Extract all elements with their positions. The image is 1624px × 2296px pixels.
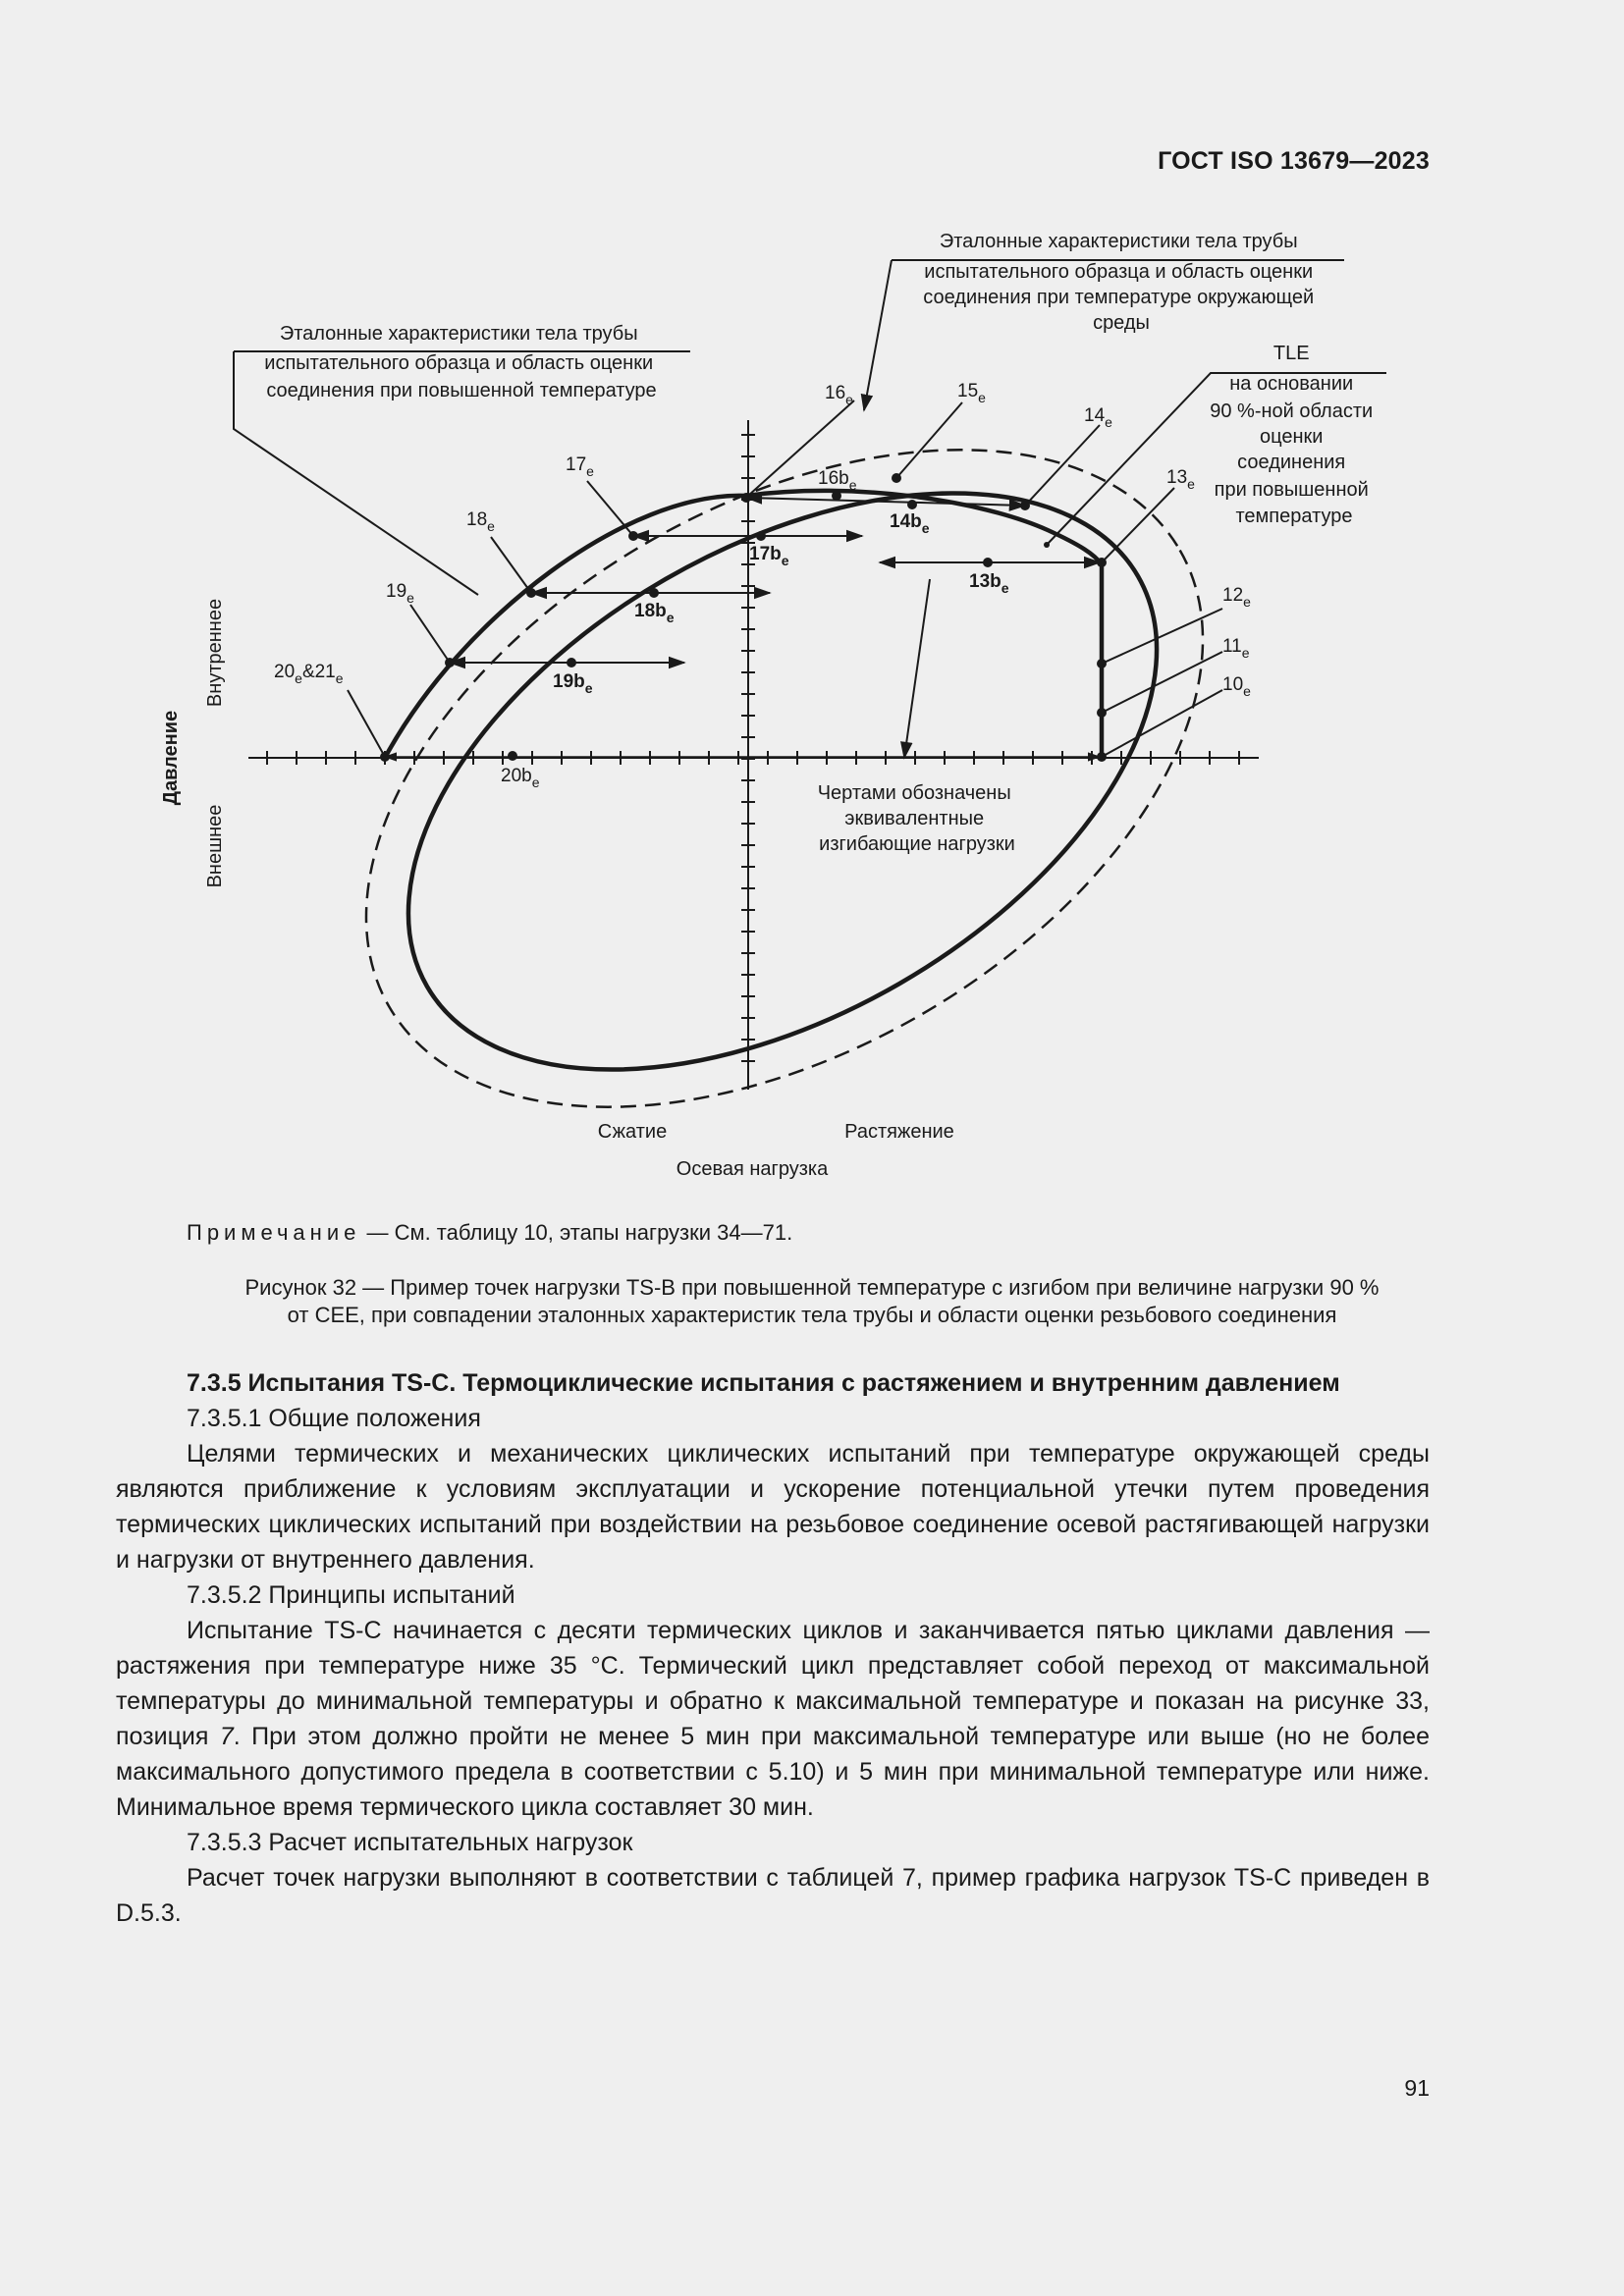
subsection-7-3-5-2-text: Испытание TS-C начинается с десяти термических циклов и заканчивается пятью циклами давления — растяжения при температуре ниже 35 °C. Термический цикл представляет собой переход от максимальной температуры до минимальной температуры и обратно к максимальной температуре и показан на рисунке 33, позиция 7. При этом должно пройти не менее 5 мин при максимальной температуре или выше (но не более максимального допустимого предела в соответствии с 5.10) и 5 мин при минимальной температуре или ниже. Минимальное время термического цикла составляет 30 мин. <box>116 1617 1430 1821</box>
y-axis-title: Давление <box>160 710 182 806</box>
figure-note <box>187 1220 792 1246</box>
subsection-7-3-5-3-text: Расчет точек нагрузки выполняют в соответствии с таблицей 7, пример графика нагрузок TS-C приведен в D.5.3. <box>116 1864 1430 1927</box>
label-point-13: $13_e$ <box>1166 467 1195 492</box>
y-axis-bottom: Внешнее <box>204 804 226 888</box>
label-point-10: $10_e$ <box>1222 674 1251 699</box>
elevated-envelope <box>310 374 1255 1189</box>
label-point-11: $11_e$ <box>1222 636 1250 661</box>
x-axis-title: Осевая нагрузка <box>676 1158 829 1180</box>
section-heading: 7.3.5 Испытания TS-C. Термоциклические испытания с растяжением и внутренним давлением <box>187 1369 1340 1397</box>
label-point-19: $19_e$ <box>386 581 414 606</box>
label-point-17: $17_e$ <box>566 454 594 479</box>
label-point-16: $16_e$ <box>825 383 853 407</box>
x-axis-right: Растяжение <box>844 1121 954 1143</box>
note-label: Примечание <box>187 1220 361 1245</box>
subsection-7-3-5-1-text: Целями термических и механических циклических испытаний при температуре окружающей среды являются приближение к условиям эксплуатации и ускорение потенциальной утечки путем проведения термических циклических испытаний при воздействии на резьбовое соединение осевой растягивающей нагрузки и нагрузки от внутреннего давления. <box>116 1440 1430 1574</box>
label-point-15: $15_e$ <box>957 381 986 405</box>
ambient-envelope-dashed <box>252 314 1316 1217</box>
figure-caption <box>118 1274 1506 1329</box>
section-body <box>116 1365 1430 1931</box>
note-text: — См. таблицу 10, этапы нагрузки 34—71. <box>360 1220 793 1245</box>
subsection-7-3-5-1-title: 7.3.5.1 Общие положения <box>187 1405 481 1432</box>
callout-ambient: Эталонные характеристики тела трубы испытательного образца и область оценки соединения при температуре окружающей среды <box>923 231 1315 334</box>
label-point-20-21: $20_e\&21_e$ <box>274 662 344 686</box>
label-point-12: $12_e$ <box>1222 585 1251 610</box>
label-point-14: $14_e$ <box>1084 405 1112 430</box>
label-bending-13b: $13b_e$ <box>969 571 1009 596</box>
caption-line-2: от CEE, при совпадении эталонных характеристик тела трубы и области оценки резьбового соединения <box>287 1303 1337 1327</box>
page-number: 91 <box>1404 2075 1430 2101</box>
y-axis-top: Внутреннее <box>204 598 226 708</box>
callout-bending: Чертами обозначены эквивалентные изгибающие нагрузки <box>817 782 1015 855</box>
callout-tle: TLE на основании 90 %-ной области оценки соединения при повышенной температуре <box>1210 343 1374 527</box>
subsection-7-3-5-3-title: 7.3.5.3 Расчет испытательных нагрузок <box>187 1829 633 1856</box>
callout-elevated: Эталонные характеристики тела трубы испытательного образца и область оценки соединения при повышенной температуре <box>264 323 657 401</box>
caption-line-1: Рисунок 32 — Пример точек нагрузки TS-B при повышенной температуре с изгибом при величине нагрузки 90 % <box>244 1275 1380 1300</box>
label-point-18: $18_e$ <box>466 509 495 534</box>
label-bending-14b: $14b_e$ <box>890 511 930 536</box>
x-axis-left: Сжатие <box>597 1121 668 1143</box>
load-points <box>380 473 1107 762</box>
label-bending-16b: $16b_e$ <box>818 468 857 493</box>
label-bending-20b: $20b_e$ <box>501 766 540 790</box>
label-bending-17b: $17b_e$ <box>749 544 789 568</box>
subsection-7-3-5-2-title: 7.3.5.2 Принципы испытаний <box>187 1581 515 1609</box>
bending-arrows <box>385 498 1100 757</box>
standard-header: ГОСТ ISO 13679—2023 <box>1158 147 1430 175</box>
label-bending-19b: $19b_e$ <box>553 671 593 696</box>
label-bending-18b: $18b_e$ <box>634 601 675 625</box>
